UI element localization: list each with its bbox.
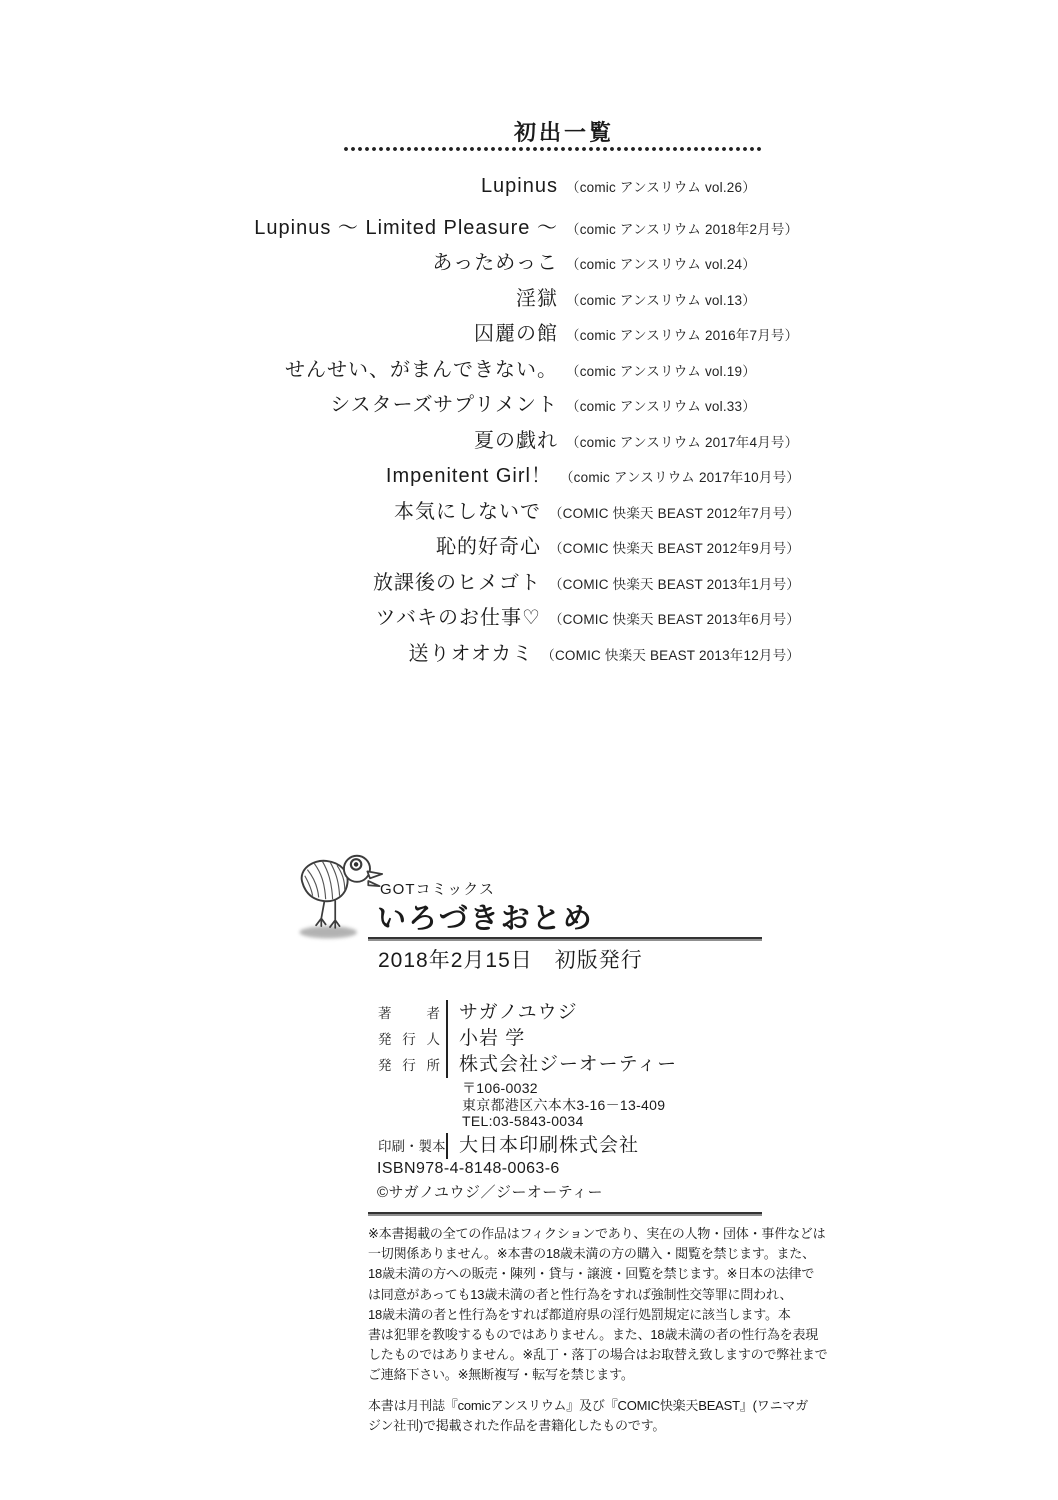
imprint-label: GOTコミックス [380,881,496,898]
publication-entry [240,317,800,353]
work-source: （comic アンスリウム vol.26） [566,180,756,195]
work-source: （COMIC 快楽天 BEAST 2013年12月号） [541,647,800,663]
address-line: TEL:03-5843-0034 [462,1113,584,1129]
work-source: （COMIC 快楽天 BEAST 2012年9月号） [548,541,800,556]
publication-entry [240,424,800,460]
address-line: 東京都港区六本木3-16－13-409 [462,1096,666,1113]
work-title: 囚麗の館 [474,323,558,345]
work-title: ツバキのお仕事♡ [375,607,541,629]
work-source: （comic アンスリウム vol.24） [566,257,756,272]
work-title: Lupinus [480,175,558,197]
disclaimer-line: 18歳未満の方への販売・陳列・貸与・譲渡・回覧を禁じます。※日本の法律で [368,1266,815,1282]
work-title: 放課後のヒメゴト [372,571,541,594]
disclaimer-line: 書は犯罪を教唆するものではありません。また、18歳未満の者の性行為を表現 [368,1327,819,1343]
work-title: せんせい、がまんできない。 [285,358,558,381]
legal-text [368,1224,828,1436]
copyright-line: ©サガノユウジ／ジーオーティー [377,1184,604,1201]
bird-logo-icon [290,838,390,950]
publication-entry [240,637,800,673]
publication-list [240,175,800,672]
publication-entry [240,282,800,318]
legal-rule [368,1212,762,1216]
source-note-line: 本書は月刊誌『comicアンスリウム』及び『COMIC快楽天BEAST』(ワニマガ [368,1397,808,1413]
credits-table [378,1000,778,1159]
work-source: （comic アンスリウム 2018年2月号） [566,221,799,237]
publication-entry [240,566,800,602]
work-title: 本気にしないで [393,500,541,523]
credit-row [378,1026,778,1052]
publication-entry [240,175,800,211]
work-source: （COMIC 快楽天 BEAST 2012年7月号） [548,505,800,521]
work-title: 恥的好奇心 [435,536,541,558]
work-title: Lupinus ～ Limited Pleasure ～ [254,216,558,239]
work-source: （comic アンスリウム 2017年4月号） [566,434,799,450]
publication-list-title: 初出一覧 [514,120,615,145]
work-source: （comic アンスリウム vol.33） [566,399,756,414]
credit-value: 大日本印刷株式会社 [446,1133,639,1159]
work-title: あっためっこ [432,252,558,274]
work-source: （comic アンスリウム vol.19） [566,363,756,379]
publication-entry [240,601,800,637]
credit-row [378,1133,778,1159]
work-source: （COMIC 快楽天 BEAST 2013年6月号） [548,612,800,627]
legal-disclaimer [368,1224,828,1386]
credit-value: 小岩 学 [446,1026,525,1052]
work-title: 淫獄 [516,287,558,310]
credit-label: 印刷・製本 [378,1138,446,1154]
work-source: （COMIC 快楽天 BEAST 2013年1月号） [548,576,800,592]
publication-entry [240,246,800,282]
work-source: （comic アンスリウム 2016年7月号） [566,328,799,343]
work-source: （comic アンスリウム 2017年10月号） [559,470,800,485]
publication-entry [240,388,800,424]
credit-address [462,1078,778,1133]
publication-entry [240,530,800,566]
credit-label: 著 者 [378,1006,440,1021]
work-title: シスターズサプリメント [330,394,558,416]
credit-row [378,1000,778,1026]
book-title: いろづきおとめ [377,903,594,935]
credit-value: 株式会社ジーオーティー [446,1052,677,1078]
address-line: 〒106-0032 [462,1080,538,1096]
source-note [368,1396,808,1436]
disclaimer-line: ※本書掲載の全ての作品はフィクションであり、実在の人物・団体・事件などは [368,1226,826,1241]
dotted-divider [343,146,761,152]
work-title: 送りオオカミ [408,642,534,665]
publication-entry [240,353,800,389]
publication-entry [240,495,800,531]
disclaimer-line: したものではありません。※乱丁・落丁の場合はお取替え致しますので弊社まで [368,1347,828,1363]
credit-row [378,1052,778,1078]
disclaimer-line: 一切関係ありません。※本書の18歳未満の方の購入・閲覧を禁じます。また、 [368,1246,815,1262]
disclaimer-line: 18歳未満の者と性行為をすれば都道府県の淫行処罰規定に該当します。本 [368,1306,791,1322]
credit-label: 発 行 所 [378,1058,440,1073]
disclaimer-line: は同意があっても13歳未満の者と性行為をすれば強制性交等罪に問われ、 [368,1286,793,1302]
isbn: ISBN978-4-8148-0063-6 [377,1160,560,1177]
publication-entry [240,459,800,495]
disclaimer-line: ご連絡下さい。※無断複写・転写を禁じます。 [368,1367,634,1383]
title-rule [368,937,762,941]
work-title: Impenitent Girl！ [385,465,552,487]
work-source: （comic アンスリウム vol.13） [566,292,756,308]
credit-value: サガノユウジ [446,1000,578,1026]
edition-date: 2018年2月15日 初版発行 [378,949,643,972]
source-note-line: ジン社刊)で掲載された作品を書籍化したものです。 [368,1417,666,1433]
publication-entry [240,211,800,247]
credit-label: 発 行 人 [378,1032,440,1047]
work-title: 夏の戯れ [474,429,558,452]
